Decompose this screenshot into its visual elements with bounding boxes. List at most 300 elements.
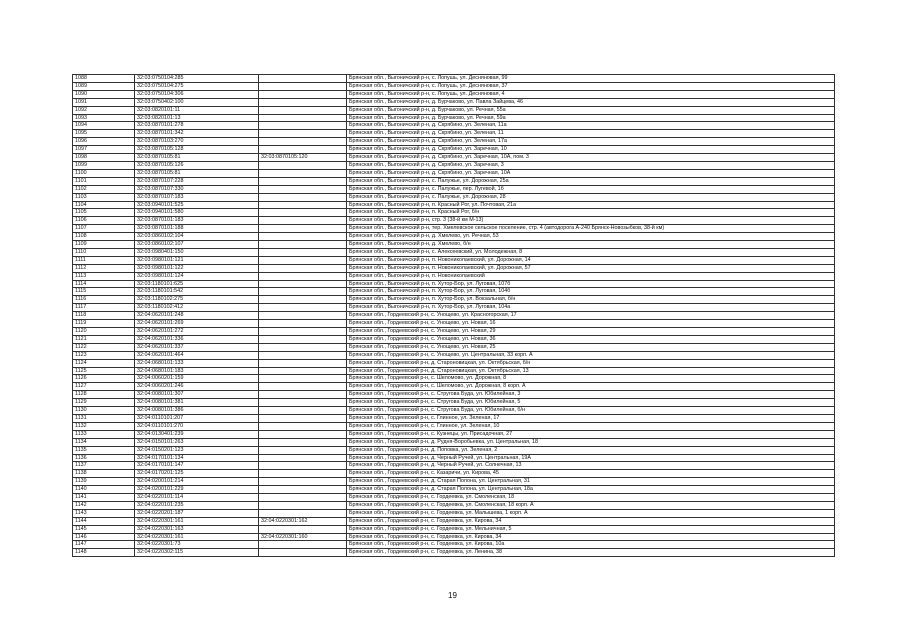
row-number-cell: 1088 [73,75,135,83]
cadastral-number-cell: 32:04:0620101:272 [135,328,259,336]
cadastral-number-cell: 32:04:0080101:386 [135,407,259,415]
cadastral-number-cell: 32:04:0620101:337 [135,343,259,351]
table-row [73,407,835,415]
related-cadastral-number-cell [259,312,347,320]
row-number-cell: 1094 [73,122,135,130]
related-cadastral-number-cell [259,185,347,193]
row-number-cell: 1123 [73,351,135,359]
row-number-cell: 1124 [73,359,135,367]
table-row [73,90,835,98]
address-cell: Брянская обл., Гордеевский р-н, с. Унощево, ул. Центральная, 33 корп. А [347,351,835,359]
address-cell: Брянская обл., Выгоничский р-н, д. Скрябино, ул. Заречная, 10А, пом. 3 [347,154,835,162]
cadastral-number-cell: 32:03:0870107:330 [135,185,259,193]
cadastral-number-cell: 32:04:0150101:263 [135,438,259,446]
table-row [73,501,835,509]
cadastral-number-cell: 32:04:0220301:161 [135,517,259,525]
related-cadastral-number-cell: 32:03:0870105:120 [259,154,347,162]
related-cadastral-number-cell [259,430,347,438]
related-cadastral-number-cell [259,90,347,98]
table-row [73,288,835,296]
row-number-cell: 1145 [73,525,135,533]
row-number-cell: 1091 [73,98,135,106]
related-cadastral-number-cell [259,296,347,304]
related-cadastral-number-cell [259,391,347,399]
related-cadastral-number-cell [259,375,347,383]
cadastral-number-cell: 32:03:0860102:107 [135,241,259,249]
related-cadastral-number-cell: 32:04:0220301:160 [259,533,347,541]
table-row [73,296,835,304]
cadastral-number-cell: 32:03:0750402:100 [135,98,259,106]
table-row [73,343,835,351]
table-row [73,185,835,193]
related-cadastral-number-cell [259,407,347,415]
row-number-cell: 1099 [73,161,135,169]
related-cadastral-number-cell [259,209,347,217]
row-number-cell: 1138 [73,470,135,478]
cadastral-number-cell: 32:03:0980101:124 [135,272,259,280]
address-cell: Брянская обл., Гордеевский р-н, д. Староновицкая, ул. Октябрьская, 13 [347,367,835,375]
registry-table-body [73,75,835,557]
address-cell: Брянская обл., Выгоничский р-н, п. Новониколаевский, ул. Дорожная, 57 [347,264,835,272]
cadastral-number-cell: 32:04:0200101:214 [135,478,259,486]
table-row [73,209,835,217]
cadastral-number-cell: 32:04:0220301:161 [135,533,259,541]
table-row [73,509,835,517]
table-row [73,422,835,430]
table-row [73,549,835,557]
cadastral-number-cell: 32:04:0060201:246 [135,383,259,391]
related-cadastral-number-cell [259,201,347,209]
address-cell: Брянская обл., Выгоничский р-н, д. Бурчаково, ул. Речная, 55а [347,106,835,114]
cadastral-number-cell: 32:03:1180101:542 [135,288,259,296]
address-cell: Брянская обл., Гордеевский р-н, с. Шеломово, ул. Дорожная, 8 корп. А [347,383,835,391]
table-row [73,75,835,83]
address-cell: Брянская обл., Гордеевский р-н, с. Струговa Буда, ул. Юбилейная, б/н [347,407,835,415]
cadastral-number-cell: 32:03:1180102:275 [135,296,259,304]
row-number-cell: 1090 [73,90,135,98]
cadastral-number-cell: 32:03:0870101:278 [135,122,259,130]
cadastral-number-cell: 32:04:0620101:336 [135,335,259,343]
table-row [73,470,835,478]
address-cell: Брянская обл., Выгоничский р-н, п. Хутор-Бор, ул. Вокзальная, б/н [347,296,835,304]
table-row [73,233,835,241]
address-cell: Брянская обл., Выгоничский р-н, п. Новониколаевский, ул. Дорожная, 14 [347,256,835,264]
row-number-cell: 1127 [73,383,135,391]
cadastral-number-cell: 32:04:0150201:123 [135,446,259,454]
row-number-cell: 1113 [73,272,135,280]
table-row [73,383,835,391]
related-cadastral-number-cell [259,359,347,367]
row-number-cell: 1118 [73,312,135,320]
table-row [73,138,835,146]
related-cadastral-number-cell [259,256,347,264]
table-row [73,217,835,225]
address-cell: Брянская обл., Гордеевский р-н, с. Струговa Буда, ул. Юбилейная, 3 [347,391,835,399]
address-cell: Брянская обл., Гордеевский р-н, с. Гордеевка, ул. Кирова, 34 [347,517,835,525]
row-number-cell: 1137 [73,462,135,470]
cadastral-number-cell: 32:04:0680101:183 [135,367,259,375]
table-row [73,225,835,233]
related-cadastral-number-cell [259,541,347,549]
address-cell: Брянская обл., Гордеевский р-н, с. Гордеевка, ул. Кирова, 10а [347,541,835,549]
table-row [73,201,835,209]
row-number-cell: 1116 [73,296,135,304]
address-cell: Брянская обл., Выгоничский р-н, с. Палужье, ул. Дорожная, 25а [347,177,835,185]
row-number-cell: 1109 [73,241,135,249]
related-cadastral-number-cell [259,328,347,336]
cadastral-number-cell: 32:03:0820101:11 [135,106,259,114]
page-number: 19 [448,591,457,600]
table-row [73,438,835,446]
row-number-cell: 1122 [73,343,135,351]
row-number-cell: 1089 [73,82,135,90]
table-row [73,541,835,549]
table-row [73,146,835,154]
cadastral-number-cell: 32:04:0080101:307 [135,391,259,399]
row-number-cell: 1132 [73,422,135,430]
row-number-cell: 1097 [73,146,135,154]
row-number-cell: 1135 [73,446,135,454]
address-cell: Брянская обл., Выгоничский р-н, д. Скрябино, ул. Зеленая, 17а [347,138,835,146]
row-number-cell: 1117 [73,304,135,312]
cadastral-number-cell: 32:04:0080101:381 [135,399,259,407]
cadastral-number-cell: 32:03:0870105:126 [135,161,259,169]
row-number-cell: 1131 [73,414,135,422]
address-cell: Брянская обл., Гордеевский р-н, с. Унощево, ул. Новая, 16 [347,320,835,328]
related-cadastral-number-cell [259,217,347,225]
cadastral-number-cell: 32:03:0860102:104 [135,233,259,241]
address-cell: Брянская обл., Выгоничский р-н, п. Новониколаевский [347,272,835,280]
row-number-cell: 1121 [73,335,135,343]
cadastral-number-cell: 32:04:0220302:115 [135,549,259,557]
related-cadastral-number-cell [259,146,347,154]
related-cadastral-number-cell [259,138,347,146]
row-number-cell: 1114 [73,280,135,288]
cadastral-number-cell: 32:04:0200101:229 [135,486,259,494]
related-cadastral-number-cell [259,280,347,288]
table-row [73,130,835,138]
related-cadastral-number-cell [259,525,347,533]
row-number-cell: 1141 [73,494,135,502]
row-number-cell: 1120 [73,328,135,336]
row-number-cell: 1129 [73,399,135,407]
cadastral-number-cell: 32:03:1180101:625 [135,280,259,288]
row-number-cell: 1133 [73,430,135,438]
row-number-cell: 1100 [73,169,135,177]
address-cell: Брянская обл., Выгоничский р-н, с. Лопушь, ул. Десняновая, 37 [347,82,835,90]
address-cell: Брянская обл., Выгоничский р-н, стр. 3 (38-й км М-13) [347,217,835,225]
cadastral-number-cell: 32:03:0870105:81 [135,169,259,177]
registry-table [72,74,835,557]
related-cadastral-number-cell [259,478,347,486]
address-cell: Брянская обл., Гордеевский р-н, с. Унощево, ул. Новая, 36 [347,335,835,343]
cadastral-number-cell: 32:03:0870101:183 [135,217,259,225]
table-row [73,122,835,130]
table-row [73,177,835,185]
related-cadastral-number-cell [259,193,347,201]
address-cell: Брянская обл., Гордеевский р-н, с. Унощево, ул. Красногорская, 17 [347,312,835,320]
table-row [73,98,835,106]
table-row [73,82,835,90]
address-cell: Брянская обл., Гордеевский р-н, д. Черный Ручей, ул. Центральная, 19А [347,454,835,462]
address-cell: Брянская обл., Выгоничский р-н, д. Скрябино, ул. Зеленая, 11а [347,122,835,130]
address-cell: Брянская обл., Гордеевский р-н, с. Гордеевка, ул. Смоленская, 18 корп. А [347,501,835,509]
row-number-cell: 1108 [73,233,135,241]
table-row [73,248,835,256]
related-cadastral-number-cell [259,501,347,509]
address-cell: Брянская обл., Выгоничский р-н, с. Лопушь, ул. Десняновая, 4 [347,90,835,98]
row-number-cell: 1092 [73,106,135,114]
cadastral-number-cell: 32:04:0170101:134 [135,454,259,462]
address-cell: Брянская обл., Выгоничский р-н, п. Хутор-Бор, ул. Луговая, 107б [347,280,835,288]
row-number-cell: 1143 [73,509,135,517]
related-cadastral-number-cell [259,486,347,494]
related-cadastral-number-cell [259,169,347,177]
table-row [73,280,835,288]
address-cell: Брянская обл., Выгоничский р-н, д. Скрябино, ул. Заречная, 10 [347,146,835,154]
address-cell: Брянская обл., Выгоничский р-н, д. Бурчаково, ул. Речная, 59а [347,114,835,122]
related-cadastral-number-cell [259,272,347,280]
related-cadastral-number-cell [259,248,347,256]
row-number-cell: 1144 [73,517,135,525]
table-row [73,328,835,336]
address-cell: Брянская обл., Гордеевский р-н, д. Старая Полона, ул. Центральная, 18а [347,486,835,494]
address-cell: Брянская обл., Выгоничский р-н, п. Красный Рог, б/н [347,209,835,217]
address-cell: Брянская обл., Выгоничский р-н, д. Скрябино, ул. Зеленая, 11 [347,130,835,138]
address-cell: Брянская обл., Гордеевский р-н, с. Струговa Буда, ул. Юбилейная, 5 [347,399,835,407]
row-number-cell: 1101 [73,177,135,185]
related-cadastral-number-cell [259,454,347,462]
cadastral-number-cell: 32:04:0170101:147 [135,462,259,470]
related-cadastral-number-cell [259,225,347,233]
related-cadastral-number-cell [259,106,347,114]
table-row [73,486,835,494]
related-cadastral-number-cell [259,75,347,83]
address-cell: Брянская обл., Гордеевский р-н, д. Черный Ручей, ул. Солнечная, 13 [347,462,835,470]
row-number-cell: 1107 [73,225,135,233]
row-number-cell: 1140 [73,486,135,494]
cadastral-number-cell: 32:03:0870103:270 [135,138,259,146]
cadastral-number-cell: 32:03:1180102:412 [135,304,259,312]
cadastral-number-cell: 32:03:0940101:580 [135,209,259,217]
table-row [73,494,835,502]
table-row [73,478,835,486]
row-number-cell: 1095 [73,130,135,138]
cadastral-number-cell: 32:03:0870105:81 [135,154,259,162]
related-cadastral-number-cell [259,233,347,241]
cadastral-number-cell: 32:04:0620101:269 [135,320,259,328]
cadastral-number-cell: 32:04:0060201:159 [135,375,259,383]
address-cell: Брянская обл., Гордеевский р-н, с. Гордеевка, ул. Мельничная, 5 [347,525,835,533]
cadastral-number-cell: 32:03:0750104:275 [135,82,259,90]
related-cadastral-number-cell [259,422,347,430]
cadastral-number-cell: 32:03:0870105:128 [135,146,259,154]
row-number-cell: 1106 [73,217,135,225]
cadastral-number-cell: 32:03:0980101:122 [135,264,259,272]
related-cadastral-number-cell [259,343,347,351]
table-row [73,264,835,272]
cadastral-number-cell: 32:04:0110101:207 [135,414,259,422]
table-row [73,304,835,312]
address-cell: Брянская обл., Выгоничский р-н, с. Палужье, ул. Дорожная, 28 [347,193,835,201]
address-cell: Брянская обл., Гордеевский р-н, с. Глинное, ул. Зеленая, 17 [347,414,835,422]
cadastral-number-cell: 32:04:0220301:163 [135,525,259,533]
related-cadastral-number-cell [259,438,347,446]
table-row [73,533,835,541]
address-cell: Брянская обл., Гордеевский р-н, с. Казаричи, ул. Кирова, 45 [347,470,835,478]
related-cadastral-number-cell [259,549,347,557]
address-cell: Брянская обл., Гордеевский р-н, с. Шеломово, ул. Дорожная, 8 [347,375,835,383]
address-cell: Брянская обл., Гордеевский р-н, с. Кузнецы, ул. Присадочная, 27 [347,430,835,438]
related-cadastral-number-cell [259,320,347,328]
table-row [73,414,835,422]
address-cell: Брянская обл., Выгоничский р-н, п. Хутор-Бор, ул. Луговая, 104б [347,288,835,296]
row-number-cell: 1111 [73,256,135,264]
address-cell: Брянская обл., Выгоничский р-н, д. Хмелево, ул. Речная, 53 [347,233,835,241]
row-number-cell: 1102 [73,185,135,193]
row-number-cell: 1119 [73,320,135,328]
related-cadastral-number-cell [259,130,347,138]
cadastral-number-cell: 32:04:0170201:125 [135,470,259,478]
address-cell: Брянская обл., Выгоничский р-н, с. Палужье, пер. Лугевой, 1б [347,185,835,193]
address-cell: Брянская обл., Гордеевский р-н, д. Старая Полона, ул. Центральная, 31 [347,478,835,486]
cadastral-number-cell: 32:04:0130401:239 [135,430,259,438]
row-number-cell: 1110 [73,248,135,256]
related-cadastral-number-cell [259,241,347,249]
address-cell: Брянская обл., Выгоничский р-н, д. Скрябино, ул. Заречная, 10А [347,169,835,177]
cadastral-number-cell: 32:03:0940101:525 [135,201,259,209]
row-number-cell: 1093 [73,114,135,122]
table-row [73,272,835,280]
address-cell: Брянская обл., Гордеевский р-н, с. Гордеевка, ул. Кирова, 34 [347,533,835,541]
row-number-cell: 1139 [73,478,135,486]
table-row [73,446,835,454]
address-cell: Брянская обл., Гордеевский р-н, с. Гордеевка, ул. Ленина, 38 [347,549,835,557]
cadastral-number-cell: 32:03:0870107:228 [135,177,259,185]
table-row [73,320,835,328]
related-cadastral-number-cell [259,177,347,185]
table-row [73,454,835,462]
address-cell: Брянская обл., Гордеевский р-н, с. Глинное, ул. Зеленая, 10 [347,422,835,430]
address-cell: Брянская обл., Выгоничский р-н, д. Бурчаково, ул. Павла Зайцева, 46 [347,98,835,106]
table-row [73,161,835,169]
address-cell: Брянская обл., Гордеевский р-н, с. Унощево, ул. Новая, 25 [347,343,835,351]
cadastral-number-cell: 32:03:0870107:183 [135,193,259,201]
related-cadastral-number-cell [259,446,347,454]
table-row [73,193,835,201]
table-row [73,154,835,162]
row-number-cell: 1125 [73,367,135,375]
table-row [73,375,835,383]
row-number-cell: 1105 [73,209,135,217]
table-row [73,169,835,177]
cadastral-number-cell: 32:03:0980401:150 [135,248,259,256]
table-row [73,525,835,533]
cadastral-number-cell: 32:04:0220101:114 [135,494,259,502]
related-cadastral-number-cell [259,264,347,272]
address-cell: Брянская обл., Гордеевский р-н, с. Гордеевка, ул. Малышева, 1 корп. А [347,509,835,517]
table-row [73,517,835,525]
related-cadastral-number-cell [259,122,347,130]
cadastral-number-cell: 32:03:0750104:285 [135,75,259,83]
related-cadastral-number-cell [259,470,347,478]
related-cadastral-number-cell [259,114,347,122]
table-row [73,335,835,343]
address-cell: Брянская обл., Гордеевский р-н, д. Поповка, ул. Зеленая, 2 [347,446,835,454]
row-number-cell: 1096 [73,138,135,146]
row-number-cell: 1126 [73,375,135,383]
row-number-cell: 1098 [73,154,135,162]
related-cadastral-number-cell [259,383,347,391]
row-number-cell: 1142 [73,501,135,509]
row-number-cell: 1128 [73,391,135,399]
table-row [73,241,835,249]
cadastral-number-cell: 32:04:0620101:464 [135,351,259,359]
table-row [73,399,835,407]
table-row [73,312,835,320]
cadastral-number-cell: 32:04:0110101:270 [135,422,259,430]
row-number-cell: 1148 [73,549,135,557]
table-row [73,462,835,470]
related-cadastral-number-cell [259,351,347,359]
address-cell: Брянская обл., Выгоничский р-н, д. Хмелево, б/н [347,241,835,249]
related-cadastral-number-cell [259,304,347,312]
related-cadastral-number-cell [259,367,347,375]
address-cell: Брянская обл., Гордеевский р-н, д. Староновицкая, ул. Октябрьская, б/н [347,359,835,367]
row-number-cell: 1104 [73,201,135,209]
related-cadastral-number-cell [259,98,347,106]
table-row [73,391,835,399]
row-number-cell: 1136 [73,454,135,462]
address-cell: Брянская обл., Гордеевский р-н, д. Рудня-Воробьевка, ул. Центральная, 18 [347,438,835,446]
address-cell: Брянская обл., Гордеевский р-н, с. Унощево, ул. Новая, 29 [347,328,835,336]
address-cell: Брянская обл., Выгоничский р-н, с. Лопушь, ул. Десняновая, 99 [347,75,835,83]
address-cell: Брянская обл., Выгоничский р-н, п. Хутор-Бор, ул. Луговая, 104а [347,304,835,312]
cadastral-number-cell: 32:04:0220201:187 [135,509,259,517]
related-cadastral-number-cell [259,335,347,343]
table-row [73,256,835,264]
cadastral-number-cell: 32:03:0870101:188 [135,225,259,233]
related-cadastral-number-cell [259,462,347,470]
address-cell: Брянская обл., Выгоничский р-н, с. Алексеевский, ул. Молодежная, 8 [347,248,835,256]
row-number-cell: 1103 [73,193,135,201]
address-cell: Брянская обл., Выгоничский р-н, тер. Хмелевское сельское поселение, стр. 4 (автодорога А-240 Брянск-Новозыбков, 38-й км) [347,225,835,233]
table-row [73,359,835,367]
related-cadastral-number-cell [259,494,347,502]
cadastral-number-cell: 32:04:0220101:235 [135,501,259,509]
cadastral-number-cell: 32:03:0820101:13 [135,114,259,122]
cadastral-number-cell: 32:03:0870101:342 [135,130,259,138]
table-row [73,367,835,375]
cadastral-number-cell: 32:04:0620101:248 [135,312,259,320]
row-number-cell: 1134 [73,438,135,446]
cadastral-number-cell: 32:04:0680101:133 [135,359,259,367]
row-number-cell: 1130 [73,407,135,415]
table-row [73,106,835,114]
related-cadastral-number-cell: 32:04:0220301:162 [259,517,347,525]
related-cadastral-number-cell [259,414,347,422]
related-cadastral-number-cell [259,161,347,169]
table-row [73,114,835,122]
row-number-cell: 1147 [73,541,135,549]
address-cell: Брянская обл., Гордеевский р-н, с. Гордеевка, ул. Смоленская, 18 [347,494,835,502]
row-number-cell: 1115 [73,288,135,296]
row-number-cell: 1146 [73,533,135,541]
cadastral-number-cell: 32:03:0980101:121 [135,256,259,264]
table-row [73,430,835,438]
related-cadastral-number-cell [259,82,347,90]
related-cadastral-number-cell [259,288,347,296]
